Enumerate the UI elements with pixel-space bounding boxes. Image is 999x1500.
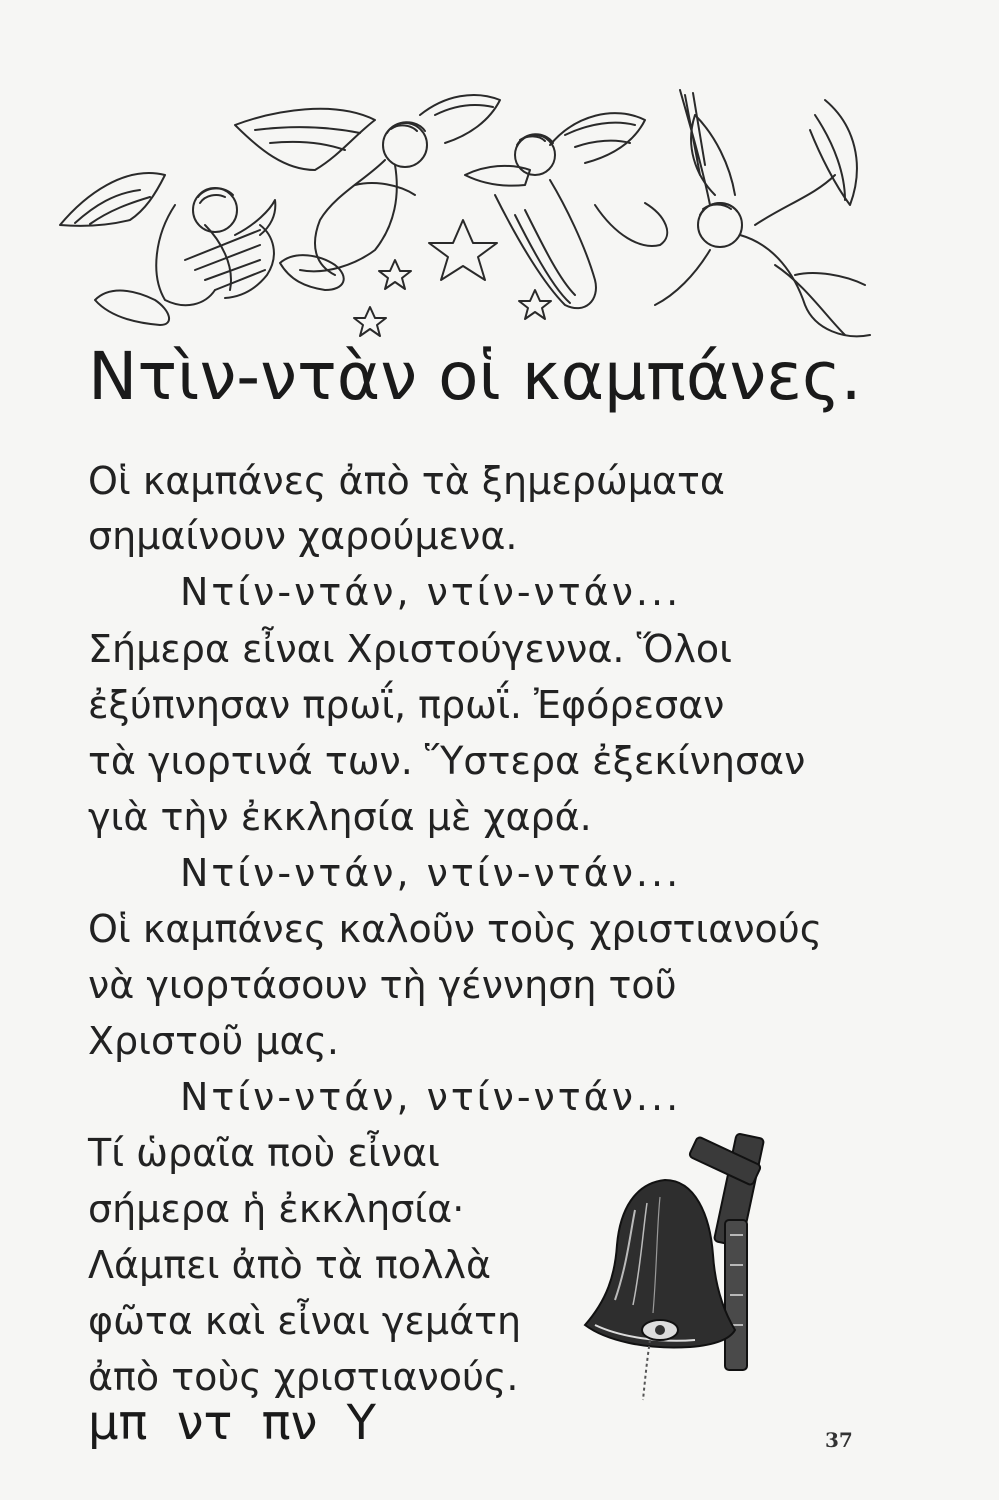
angel-right (655, 90, 870, 336)
page-number: 37 (825, 1428, 853, 1452)
text-line: Οἱ καμπάνες ἀπὸ τὰ ξημερώματα (88, 459, 725, 503)
angel-center-right (465, 113, 667, 308)
text-line: ἐξύπνησαν πρωΐ, πρωΐ. Ἐφόρεσαν (88, 683, 725, 727)
bell-icon (575, 1125, 775, 1415)
text-line: φῶτα καὶ εἶναι γεμάτη (88, 1299, 522, 1343)
page-title: Ντὶν-ντὰν οἱ καμπάνες. (88, 338, 862, 415)
text-line: τὰ γιορτινά των. Ὕστερα ἐξεκίνησαν (88, 739, 806, 783)
text-line: γιὰ τὴν ἐκκλησία μὲ χαρά. (88, 795, 592, 839)
angel-center-left (235, 95, 500, 290)
letter-combinations: μπ ντ πν Υ (88, 1395, 376, 1451)
text-line: Τί ὡραῖα ποὺ εἶναι (88, 1131, 440, 1175)
angel-left (60, 173, 275, 325)
text-line: Χριστοῦ μας. (88, 1019, 339, 1063)
angels-with-stars-icon (55, 85, 885, 360)
text-line: σήμερα ἡ ἐκκλησία· (88, 1187, 465, 1231)
refrain-line: Ντίν-ντάν, ντίν-ντάν... (180, 570, 682, 614)
text-line: Οἱ καμπάνες καλοῦν τοὺς χριστιανούς (88, 907, 823, 951)
text-line: σημαίνουν χαρούμενα. (88, 514, 518, 558)
text-line: Λάμπει ἀπὸ τὰ πολλὰ (88, 1243, 491, 1287)
text-line: νὰ γιορτάσουν τὴ γέννηση τοῦ (88, 963, 677, 1007)
bell-body (585, 1180, 735, 1400)
text-line: ἀπὸ τοὺς χριστιανούς. (88, 1355, 519, 1399)
text-line: Σήμερα εἶναι Χριστούγεννα. Ὅλοι (88, 627, 733, 671)
refrain-line: Ντίν-ντάν, ντίν-ντάν... (180, 1075, 682, 1119)
refrain-line: Ντίν-ντάν, ντίν-ντάν... (180, 851, 682, 895)
